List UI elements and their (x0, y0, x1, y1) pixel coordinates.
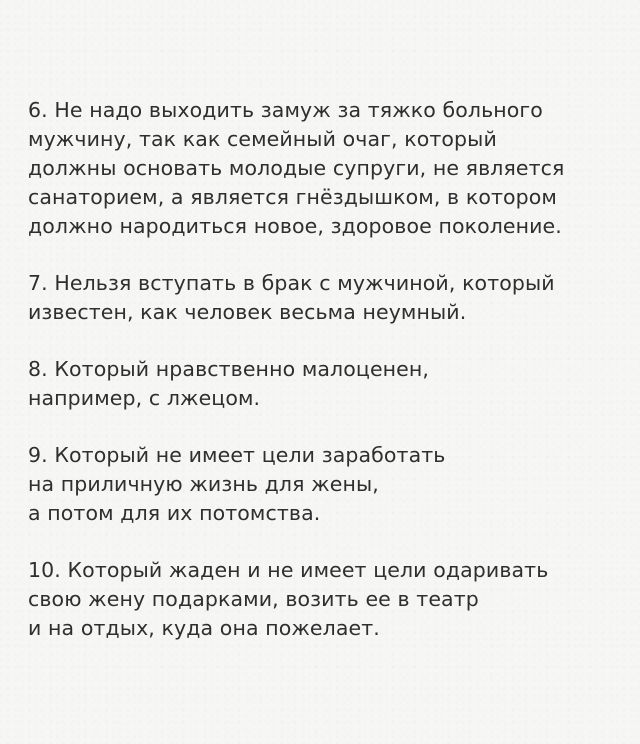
list-item-10 (28, 556, 624, 643)
item-6-line-4: санаторием, а является гнёздышком, в котором (28, 185, 557, 209)
item-6-line-2: мужчину, так как семейный очаг, который (28, 127, 497, 151)
item-9-line-1: 9. Который не имеет цели заработать (28, 443, 446, 467)
item-8-line-2: например, с лжецом. (28, 386, 261, 410)
item-6-line-3: должны основать молодые супруги, не является (28, 156, 565, 180)
list-item-8 (28, 355, 624, 413)
item-10-line-2: свою жену подарками, возить ее в театр (28, 587, 479, 611)
item-6-line-5: должно народиться новое, здоровое поколение. (28, 214, 562, 238)
document-text (28, 96, 624, 671)
item-9-line-3: а потом для их потомства. (28, 501, 321, 525)
item-9-line-2: на приличную жизнь для жены, (28, 472, 379, 496)
item-8-line-1: 8. Который нравственно малоценен, (28, 357, 429, 381)
list-item-9 (28, 441, 624, 528)
list-item-6 (28, 96, 624, 241)
item-7-line-2: известен, как человек весьма неумный. (28, 300, 467, 324)
item-6-line-1: 6. Не надо выходить замуж за тяжко больного (28, 98, 543, 122)
item-10-line-1: 10. Который жаден и не имеет цели одаривать (28, 558, 549, 582)
item-10-line-3: и на отдых, куда она пожелает. (28, 616, 380, 640)
list-item-7 (28, 269, 624, 327)
item-7-line-1: 7. Нельзя вступать в брак с мужчиной, который (28, 271, 555, 295)
